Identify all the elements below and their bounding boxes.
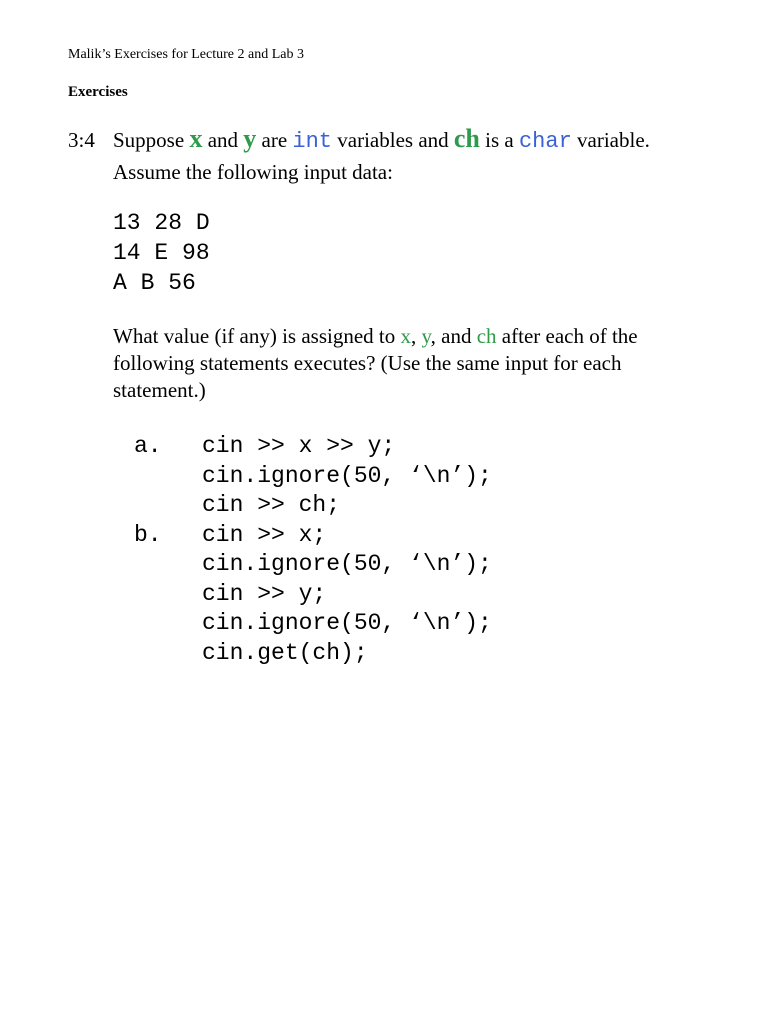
prompt-line-2: following statements executes? (Use the same input for each: [113, 351, 622, 375]
section-title: Exercises: [68, 84, 128, 100]
code-statement: cin.get(ch);: [202, 639, 368, 666]
code-row: [134, 462, 492, 492]
prompt-line-3: statement.): [113, 378, 206, 402]
input-data-line: 14 E 98: [113, 240, 210, 266]
variable-y: y: [421, 324, 431, 348]
text-span: Suppose: [113, 128, 190, 152]
code-row: [134, 521, 492, 551]
code-label: [134, 550, 202, 580]
code-label: [134, 462, 202, 492]
variable-x: x: [189, 124, 203, 153]
code-label: [134, 580, 202, 610]
code-statement: cin.ignore(50, ‘\n’);: [202, 551, 492, 577]
text-span: What value (if any) is assigned to: [113, 324, 401, 348]
question-line-2: Assume the following input data:: [113, 160, 393, 184]
code-row: [134, 432, 492, 462]
code-label: [134, 491, 202, 521]
variable-ch: ch: [476, 324, 497, 348]
question-text: [113, 124, 733, 187]
text-span: variables and: [332, 128, 454, 152]
code-statement: cin.ignore(50, ‘\n’);: [202, 610, 492, 636]
text-span: after each of the: [496, 324, 638, 348]
input-data-block: [113, 208, 210, 298]
code-label: [134, 609, 202, 639]
text-span: is a: [479, 128, 519, 152]
code-statement: cin >> y;: [202, 580, 327, 607]
variable-y: y: [243, 124, 257, 153]
document-header: Malik’s Exercises for Lecture 2 and Lab 3: [68, 47, 304, 62]
code-statement: cin >> x >> y;: [202, 433, 396, 459]
code-row: [134, 550, 492, 580]
keyword-int: int: [292, 129, 333, 154]
prompt-text: [113, 323, 733, 404]
text-span: ,: [411, 324, 422, 348]
text-span: are: [256, 128, 293, 152]
question-line-1: [113, 124, 733, 157]
code-statement: cin >> ch;: [202, 492, 341, 518]
code-row: [134, 639, 492, 669]
text-span: variable.: [571, 128, 650, 152]
code-block: [134, 432, 492, 668]
variable-x: x: [400, 324, 411, 348]
keyword-char: char: [518, 129, 572, 154]
variable-ch: ch: [453, 124, 480, 153]
code-statement: cin >> x;: [202, 521, 327, 548]
input-data-line: A B 56: [113, 270, 196, 296]
code-row: [134, 580, 492, 610]
text-span: and: [202, 128, 244, 152]
code-statement: cin.ignore(50, ‘\n’);: [202, 462, 492, 489]
code-label: [134, 639, 202, 669]
code-label: b.: [134, 521, 162, 548]
input-data-line: 13 28 D: [113, 210, 210, 236]
code-label: a.: [134, 433, 162, 459]
question-number: 3:4: [68, 128, 95, 152]
code-row: [134, 491, 492, 521]
prompt-line-1: [113, 323, 733, 350]
text-span: , and: [430, 324, 477, 348]
code-row: [134, 609, 492, 639]
